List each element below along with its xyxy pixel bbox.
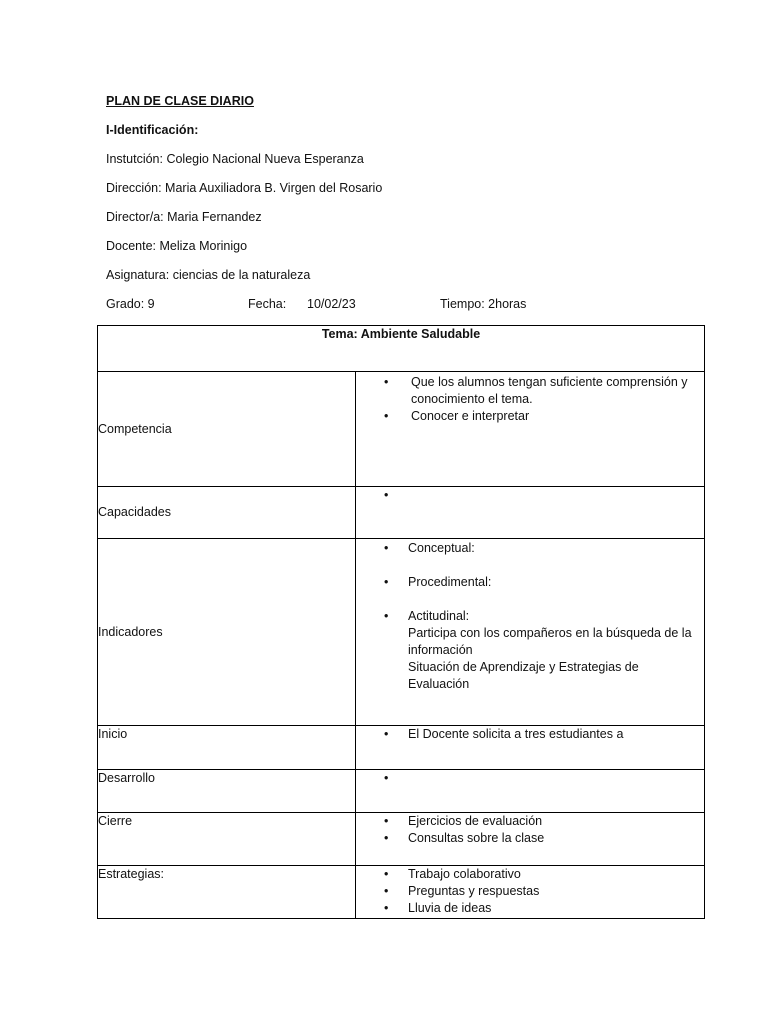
page-title: PLAN DE CLASE DIARIO — [106, 94, 254, 108]
theme-cell: Tema: Ambiente Saludable — [98, 326, 705, 372]
capacidades-content — [356, 487, 705, 539]
address-line: Dirección: Maria Auxiliadora B. Virgen del Rosario — [106, 181, 383, 195]
date-label: Fecha: — [248, 297, 287, 311]
capacidades-row — [98, 487, 705, 539]
cierre-list — [356, 813, 704, 847]
list-item: • Conocer e interpretar — [356, 408, 704, 425]
competencia-row — [98, 372, 705, 487]
grade-date-time-line — [106, 296, 666, 312]
estrategias-label: Estrategias: — [98, 866, 356, 919]
lesson-plan-table — [97, 325, 705, 919]
desarrollo-row — [98, 770, 705, 813]
indicadores-list — [356, 540, 704, 693]
competencia-label: Competencia — [98, 372, 356, 487]
capacidades-list — [356, 487, 704, 504]
list-item: • Ejercicios de evaluación — [356, 813, 704, 830]
director-line: Director/a: Maria Fernandez — [106, 210, 262, 224]
grade-text: Grado: 9 — [106, 297, 155, 311]
subject-line: Asignatura: ciencias de la naturaleza — [106, 268, 311, 282]
list-item — [356, 770, 704, 787]
list-item — [356, 608, 704, 693]
list-item — [356, 487, 704, 504]
situacion-text: Situación de Aprendizaje y Estrategias de Evaluación — [408, 660, 639, 691]
section-heading: I-Identificación: — [106, 123, 199, 137]
capacidades-label: Capacidades — [98, 487, 356, 539]
desarrollo-label: Desarrollo — [98, 770, 356, 813]
indicadores-row — [98, 539, 705, 726]
estrategias-list — [356, 866, 704, 917]
theme-row — [98, 326, 705, 372]
institution-line: Instutción: Colegio Nacional Nueva Esperanza — [106, 152, 364, 166]
list-item: • Consultas sobre la clase — [356, 830, 704, 847]
desarrollo-content — [356, 770, 705, 813]
list-item: • Conceptual: — [356, 540, 704, 557]
cierre-label: Cierre — [98, 813, 356, 866]
estrategias-row — [98, 866, 705, 919]
competencia-content — [356, 372, 705, 487]
inicio-label: Inicio — [98, 726, 356, 770]
inicio-row — [98, 726, 705, 770]
actitudinal-text: Participa con los compañeros en la búsqueda de la información — [408, 626, 692, 657]
actitudinal-heading: • Actitudinal: — [408, 609, 470, 623]
date-value: 10/02/23 — [307, 297, 356, 311]
indicadores-content — [356, 539, 705, 726]
cierre-content — [356, 813, 705, 866]
list-item: • Procedimental: — [356, 574, 704, 591]
indicadores-label: Indicadores — [98, 539, 356, 726]
desarrollo-list — [356, 770, 704, 787]
time-text: Tiempo: 2horas — [440, 297, 527, 311]
list-item: • Trabajo colaborativo — [356, 866, 704, 883]
competencia-list — [356, 374, 704, 425]
inicio-content — [356, 726, 705, 770]
teacher-line: Docente: Meliza Morinigo — [106, 239, 248, 253]
list-item: • El Docente solicita a tres estudiantes a — [356, 726, 704, 743]
cierre-row — [98, 813, 705, 866]
list-item: • Lluvia de ideas — [356, 900, 704, 917]
list-item: • Preguntas y respuestas — [356, 883, 704, 900]
inicio-list — [356, 726, 704, 743]
estrategias-content — [356, 866, 705, 919]
list-item: • Que los alumnos tengan suficiente comprensión y conocimiento el tema. — [356, 374, 704, 408]
